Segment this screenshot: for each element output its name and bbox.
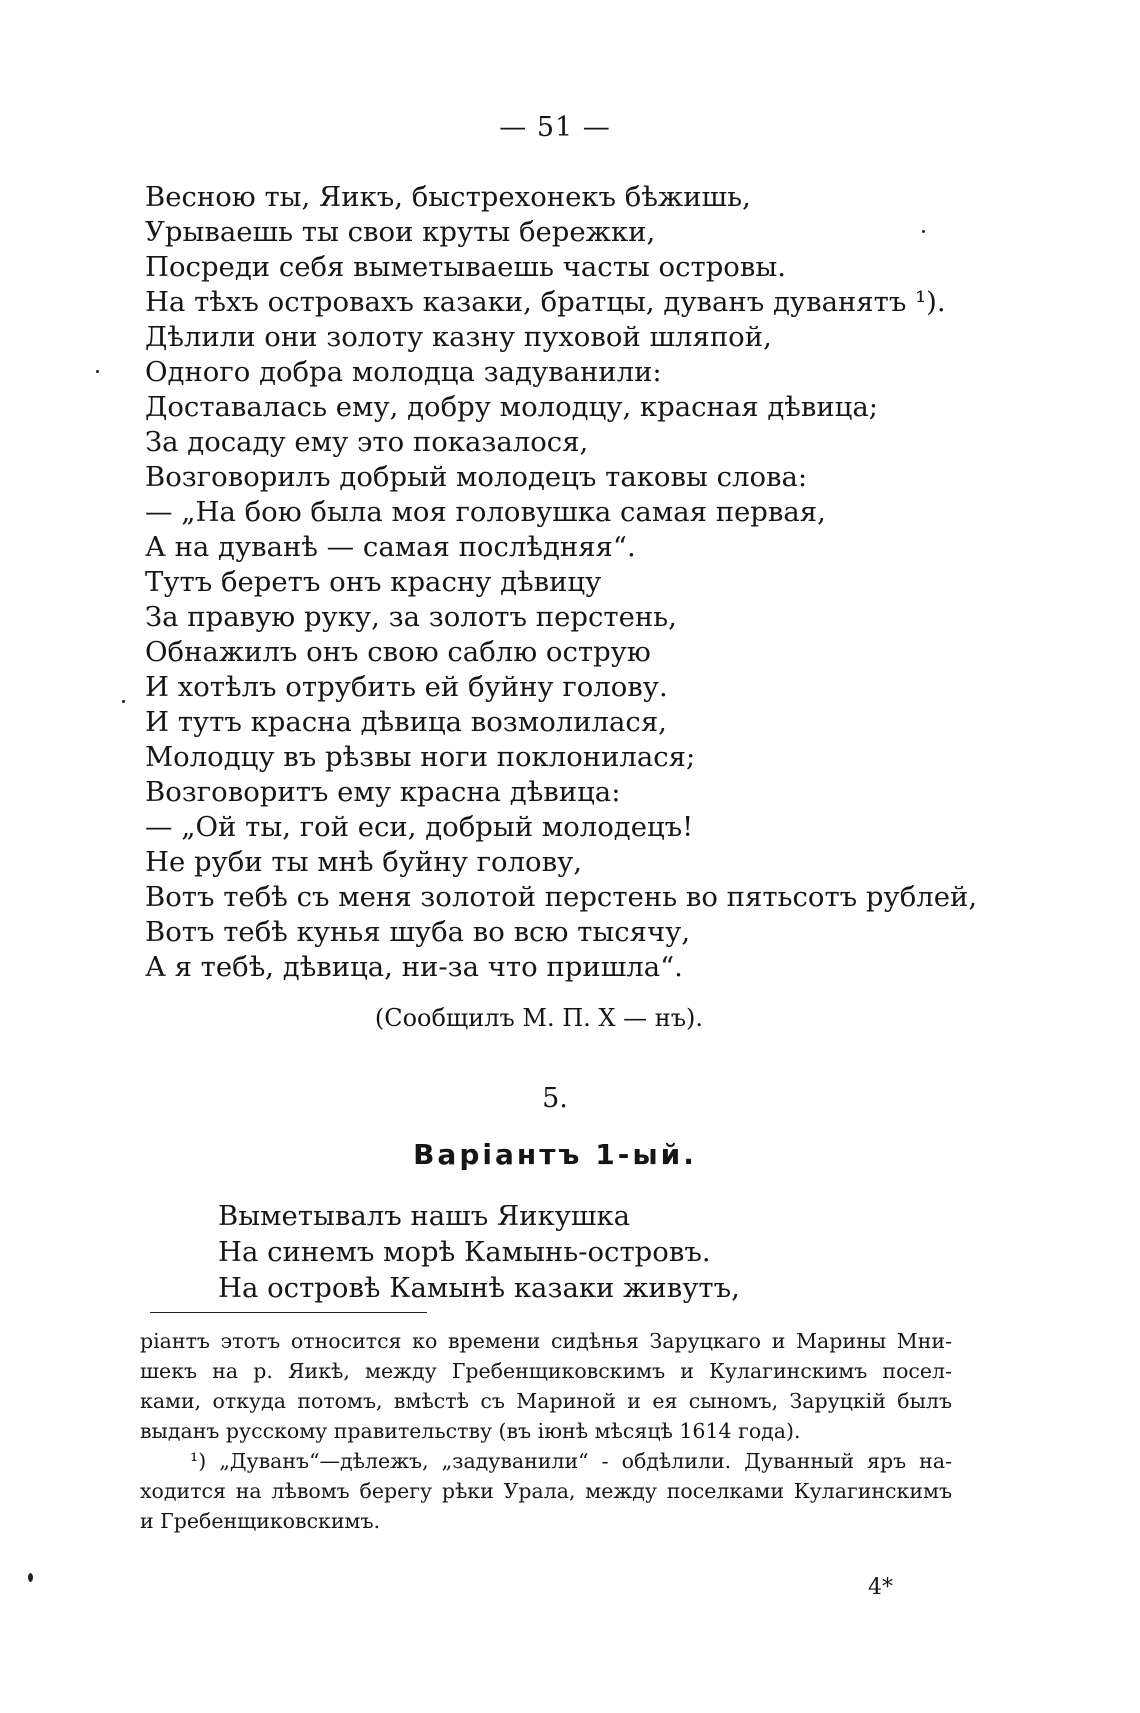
variant-line: На островѣ Камынѣ казаки живутъ,: [218, 1272, 740, 1304]
poem-line: А на дуванѣ — самая послѣдняя“.: [145, 531, 636, 563]
variant-heading: Варіантъ 1-ый.: [413, 1138, 697, 1171]
poem-line: На тѣхъ островахъ казаки, братцы, дуванъ дуванятъ ¹).: [145, 286, 946, 318]
poem-line: Возговорилъ добрый молодецъ таковы слова:: [145, 461, 808, 493]
poem-line: За досаду ему это показалося,: [145, 426, 589, 458]
scan-speck: [28, 1573, 33, 1582]
attribution-text: (Сообщилъ М. П. Х — нъ).: [374, 1004, 703, 1032]
poem-line: Не руби ты мнѣ буйну голову,: [145, 846, 583, 878]
poem-line: И тутъ красна дѣвица возмолилася,: [145, 706, 667, 738]
poem-line: Одного добра молодца задуванили:: [145, 356, 662, 388]
poem-line: — „На бою была моя головушка самая первая,: [145, 496, 826, 528]
section-number: 5.: [542, 1083, 568, 1114]
poem-line: И хотѣлъ отрубить ей буйну голову.: [145, 671, 668, 703]
poem-line: Посреди себя выметываешь часты островы.: [145, 251, 786, 283]
poem-line: Тутъ беретъ онъ красну дѣвицу: [145, 566, 602, 598]
poem-line: Вотъ тебѣ съ меня золотой перстень во пятьсотъ рублей,: [145, 881, 978, 913]
poem-line: Возговоритъ ему красна дѣвица:: [145, 776, 621, 808]
poem-line: Молодцу въ рѣзвы ноги поклонилася;: [145, 741, 696, 773]
footnote-divider: [150, 1312, 427, 1313]
poem-line: Дѣлили они золоту казну пуховой шляпой,: [145, 321, 772, 353]
poem-line: А я тебѣ, дѣвица, ни-за что пришла“.: [145, 951, 683, 983]
footnotes-block: [140, 1326, 952, 1536]
footnote-line: выданъ русскому правительству (въ іюнѣ мѣсяцѣ 1614 года).: [140, 1419, 801, 1443]
scan-speck: [96, 370, 99, 373]
page-number: — 51 —: [499, 112, 611, 143]
footnote-line: ¹) „Дуванъ“—дѣлежъ, „задуванили“ - обдѣлили. Дуванный яръ на-: [190, 1449, 952, 1473]
attribution-block: [0, 1004, 1100, 1032]
poem-line: Обнажилъ онъ свою саблю острую: [145, 636, 651, 668]
variant-poem-text: [218, 1198, 1018, 1306]
poem-line: За правую руку, за золотъ перстень,: [145, 601, 677, 633]
poem-line: Вотъ тебѣ кунья шуба во всю тысячу,: [145, 916, 691, 948]
footnote-line: ками, откуда потомъ, вмѣстѣ съ Мариной и ея сыномъ, Заруцкій былъ: [140, 1389, 952, 1413]
scan-speck: [122, 700, 125, 703]
signature-mark: 4*: [868, 1575, 893, 1600]
poem-line: — „Ой ты, гой еси, добрый молодецъ!: [145, 811, 694, 843]
poem-line: Весною ты, Яикъ, быстрехонекъ бѣжишь,: [145, 181, 751, 213]
variant-line: На синемъ морѣ Камынь-островъ.: [218, 1236, 711, 1268]
variant-line: Выметывалъ нашъ Яикушка: [218, 1200, 631, 1232]
footnote-line: и Гребенщиковскимъ.: [140, 1509, 381, 1533]
poem-line: Урываешь ты свои круты бережки,: [145, 216, 656, 248]
poem-line: Доставалась ему, добру молодцу, красная дѣвица;: [145, 391, 879, 423]
poem-text: [145, 180, 1065, 985]
footnote-line: шекъ на р. Яикѣ, между Гребенщиковскимъ и Кулагинскимъ посел-: [140, 1359, 952, 1383]
footnote-line: ріантъ этотъ относится ко времени сидѣнья Заруцкаго и Марины Мни-: [140, 1329, 952, 1353]
footnote-line: ходится на лѣвомъ берегу рѣки Урала, между поселками Кулагинскимъ: [140, 1479, 952, 1503]
scan-speck: [922, 230, 925, 233]
